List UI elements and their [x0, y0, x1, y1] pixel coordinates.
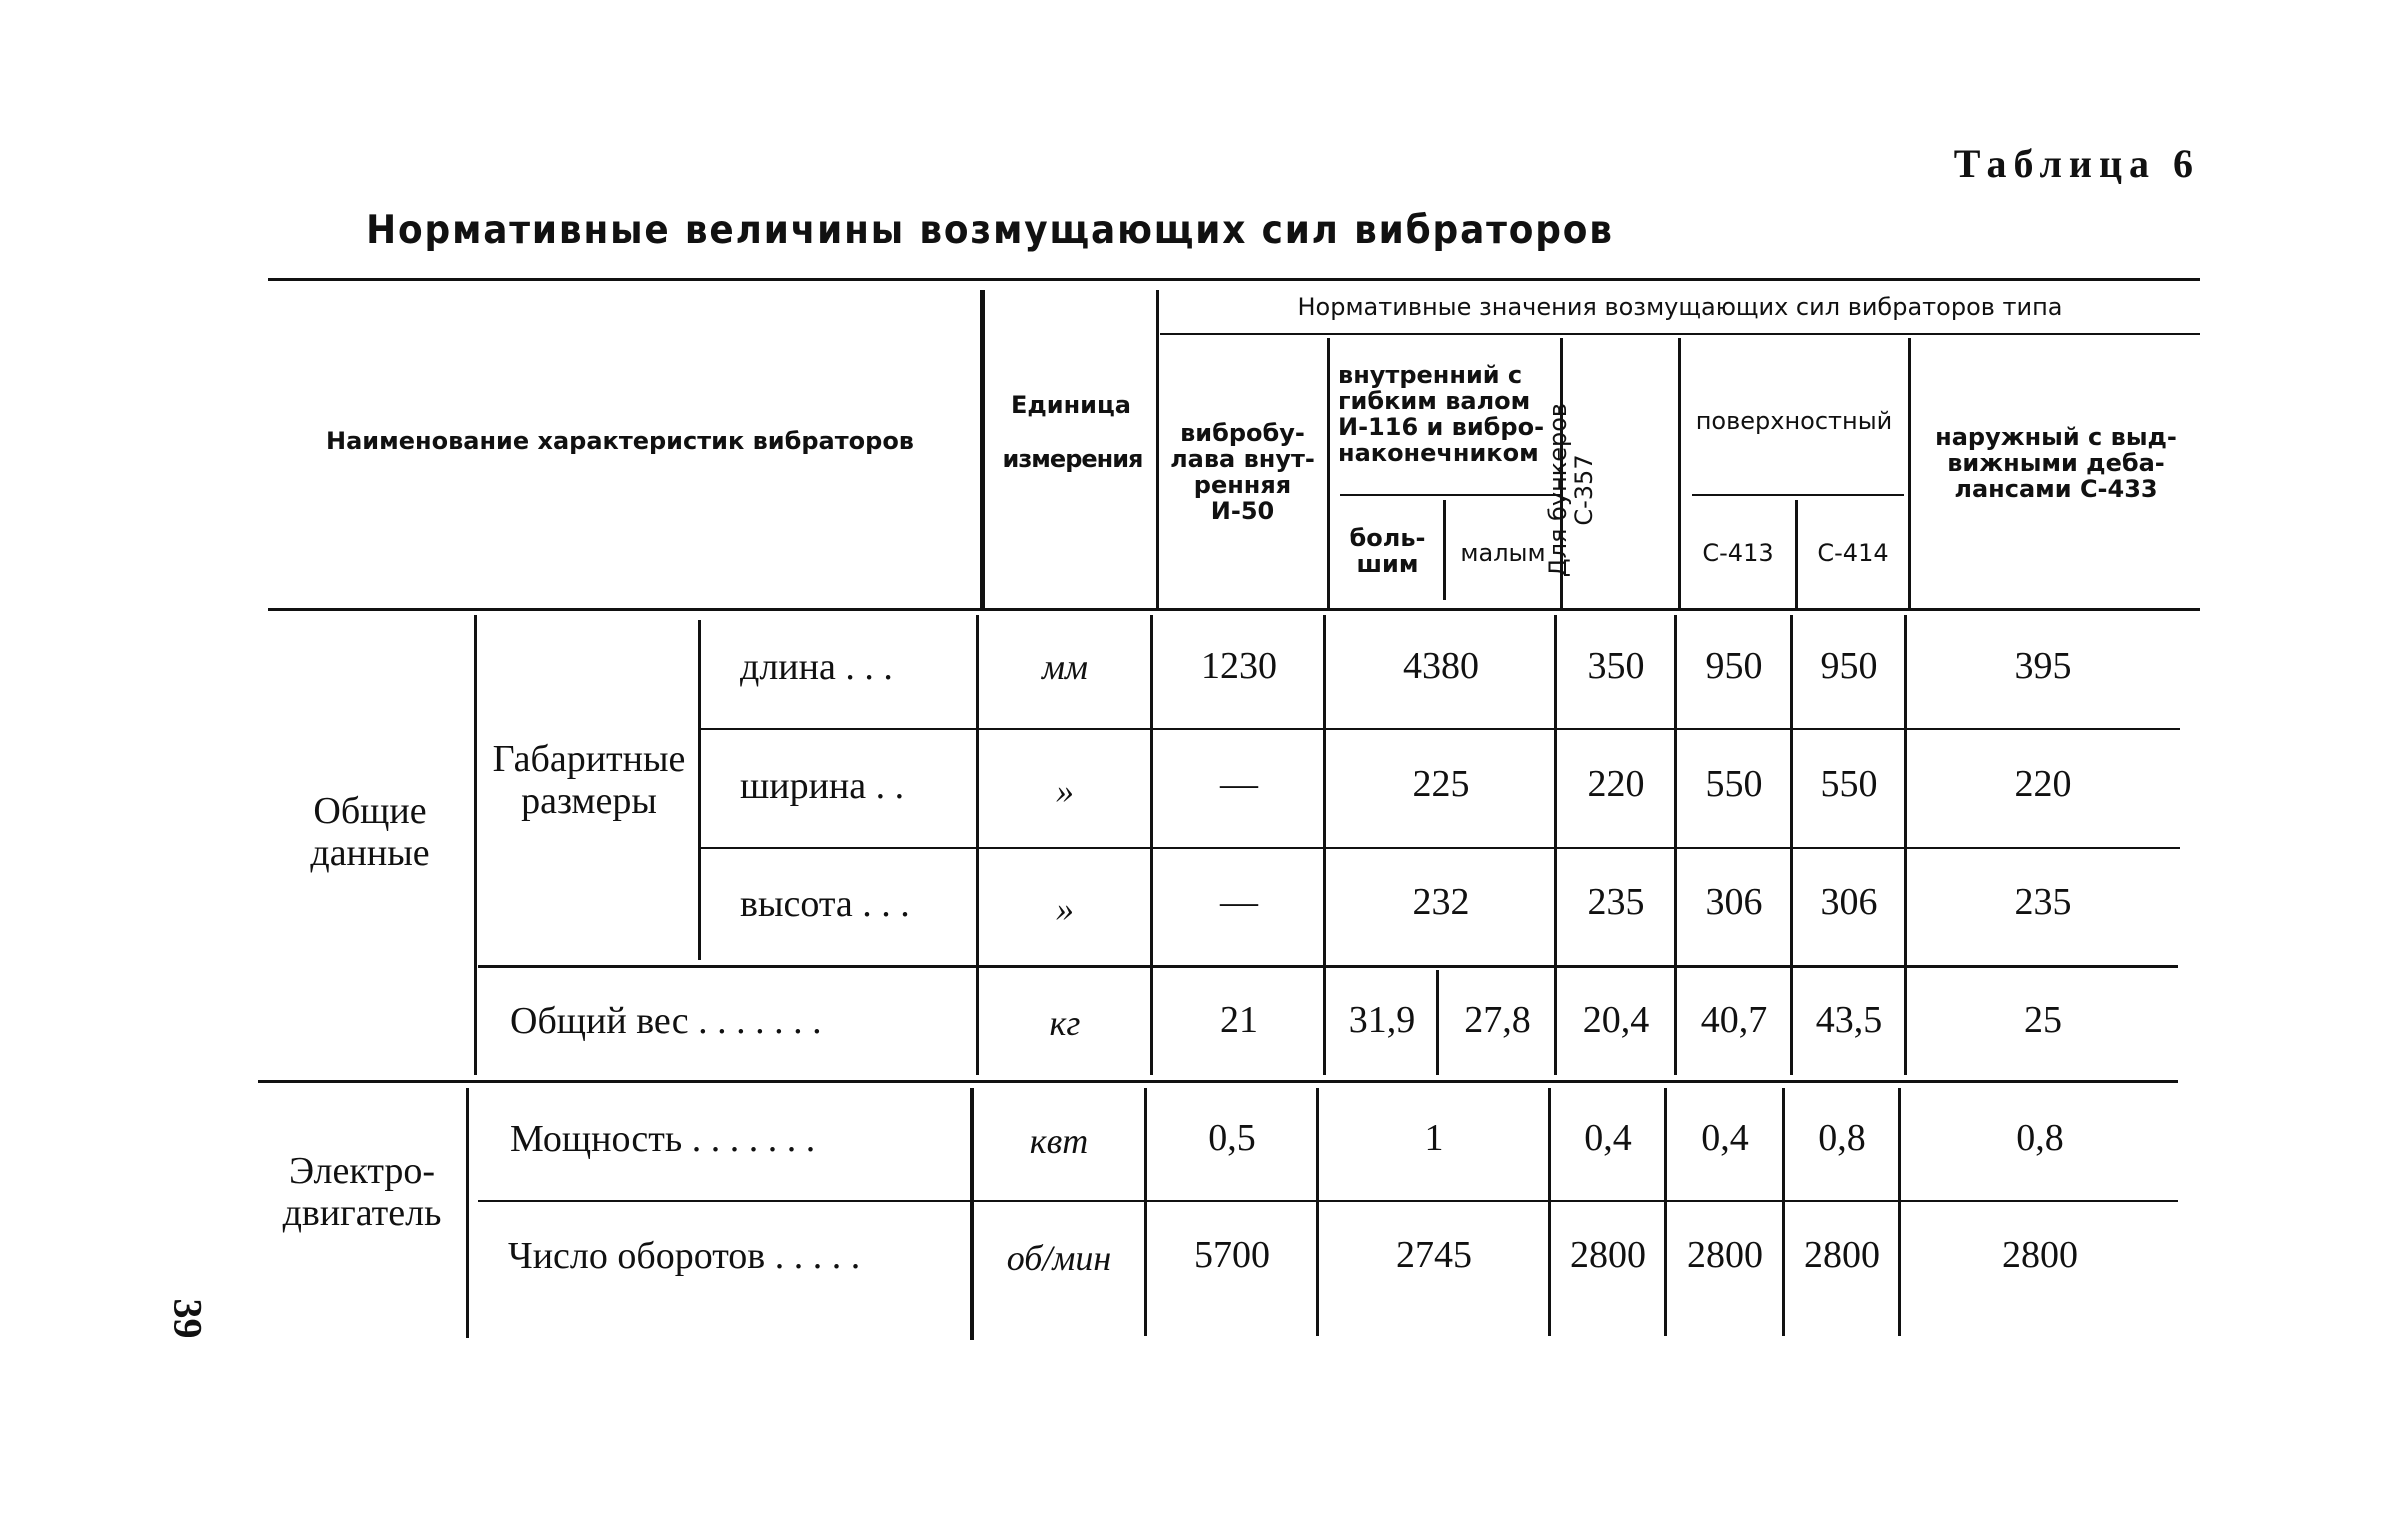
- body-vline: [976, 615, 979, 1075]
- unit-length: мм: [1042, 647, 1088, 687]
- header-name-col: Наименование характеристик вибраторов: [326, 427, 914, 455]
- cell-length-bunker: 350: [1587, 645, 1645, 687]
- cell-width-c413: 550: [1705, 763, 1763, 805]
- header-vibro: вибробу- лава внут- ренняя И-50: [1170, 419, 1315, 525]
- header-group: Нормативные значения возмущающих сил вибраторов типа: [1297, 293, 2063, 321]
- cell-length-c413: 950: [1705, 645, 1763, 687]
- internal-sub-rule: [1340, 494, 1560, 496]
- row-label-rpm: Число оборотов . . . . .: [508, 1235, 861, 1277]
- cell-weight-c414: 43,5: [1815, 999, 1883, 1041]
- header-sub-small: малым: [1460, 539, 1546, 567]
- header-bunker: Для бункеров С-357: [1544, 402, 1598, 578]
- cell-rpm-internal: 2745: [1396, 1234, 1472, 1276]
- cell-rpm-bunker: 2800: [1570, 1234, 1646, 1276]
- page-number: 39: [165, 1298, 211, 1339]
- cell-power-internal: 1: [1424, 1117, 1444, 1159]
- table-title: Нормативные величины возмущающих сил вибраторов: [366, 208, 1614, 253]
- group-general: Общие данные: [310, 790, 430, 874]
- row-label-weight: Общий вес . . . . . . .: [510, 1000, 822, 1042]
- body-vline: [1898, 1088, 1901, 1336]
- header-vline: [1443, 500, 1446, 600]
- body-vline: [474, 615, 477, 1075]
- cell-power-bunker: 0,4: [1584, 1117, 1632, 1159]
- cell-power-c414: 0,8: [1818, 1117, 1866, 1159]
- cell-power-vibro: 0,5: [1208, 1117, 1256, 1159]
- cell-height-internal: 232: [1412, 881, 1470, 923]
- body-vline: [1548, 1088, 1551, 1336]
- unit-width: »: [1056, 771, 1074, 811]
- row-rule: [478, 1200, 2178, 1202]
- row-rule: [700, 728, 2180, 730]
- row-label-power: Мощность . . . . . . .: [510, 1118, 816, 1160]
- cell-weight-c413: 40,7: [1700, 999, 1768, 1041]
- unit-rpm: об/мин: [1006, 1238, 1112, 1278]
- header-unit-col-1: Единица: [1011, 391, 1131, 419]
- cell-length-vibro: 1230: [1201, 645, 1277, 687]
- cell-rpm-c414: 2800: [1804, 1234, 1880, 1276]
- cell-height-bunker: 235: [1587, 881, 1645, 923]
- body-vline: [466, 1088, 469, 1338]
- unit-weight: кг: [1049, 1003, 1081, 1043]
- cell-power-external: 0,8: [2016, 1117, 2064, 1159]
- header-vline: [980, 290, 985, 608]
- body-vline: [1144, 1088, 1147, 1336]
- cell-weight-small: 27,8: [1464, 999, 1531, 1041]
- cell-weight-vibro: 21: [1220, 999, 1258, 1041]
- header-vline: [1327, 338, 1330, 608]
- row-label-length: длина . . .: [740, 646, 893, 688]
- cell-height-external: 235: [2014, 881, 2072, 923]
- cell-width-vibro: —: [1220, 763, 1258, 805]
- header-vline: [1908, 338, 1911, 608]
- body-vline: [1150, 615, 1153, 1075]
- cell-width-c414: 550: [1820, 763, 1878, 805]
- row-rule: [478, 965, 2178, 968]
- body-vline: [1664, 1088, 1667, 1336]
- row-label-width: ширина . .: [740, 765, 905, 807]
- cell-length-internal: 4380: [1403, 645, 1479, 687]
- cell-rpm-vibro: 5700: [1194, 1234, 1270, 1276]
- cell-rpm-c413: 2800: [1687, 1234, 1763, 1276]
- body-vline: [1316, 1088, 1319, 1336]
- group-rule: [1160, 333, 2200, 335]
- cell-height-c413: 306: [1705, 881, 1763, 923]
- cell-power-c413: 0,4: [1701, 1117, 1749, 1159]
- cell-weight-big: 31,9: [1348, 999, 1416, 1041]
- row-rule: [700, 847, 2180, 849]
- row-label-height: высота . . .: [740, 883, 910, 925]
- header-sub-c413: С-413: [1702, 539, 1774, 567]
- cell-weight-external: 25: [2024, 999, 2062, 1041]
- header-bottom-rule: [268, 608, 2200, 611]
- header-vline: [1678, 338, 1681, 608]
- group-gabarit: Габаритные размеры: [492, 738, 686, 822]
- cell-length-external: 395: [2014, 645, 2072, 687]
- header-surface: поверхностный: [1695, 407, 1893, 435]
- cell-weight-bunker: 20,4: [1582, 999, 1650, 1041]
- unit-power: квт: [1029, 1121, 1089, 1161]
- header-internal: внутренний с гибким валом И-116 и вибро- наконечником: [1338, 361, 1545, 467]
- header-external: наружный с выд- вижными деба- лансами С-433: [1935, 423, 2177, 503]
- cell-width-bunker: 220: [1587, 763, 1645, 805]
- cell-width-internal: 225: [1412, 763, 1470, 805]
- header-sub-c414: С-414: [1817, 539, 1889, 567]
- unit-height: »: [1056, 889, 1074, 929]
- body-vline: [1674, 615, 1677, 1075]
- cell-height-c414: 306: [1820, 881, 1878, 923]
- cell-rpm-external: 2800: [2002, 1234, 2078, 1276]
- body-vline: [1782, 1088, 1785, 1336]
- body-vline: [1790, 615, 1793, 1075]
- header-vline: [1156, 290, 1159, 608]
- header-top-rule: [268, 278, 2200, 281]
- header-vline: [1795, 500, 1798, 608]
- section-rule: [258, 1080, 2178, 1083]
- surface-sub-rule: [1692, 494, 1904, 496]
- group-motor: Электро- двигатель: [282, 1150, 442, 1234]
- header-unit-col-2: измерения: [1002, 445, 1143, 473]
- cell-width-external: 220: [2014, 763, 2072, 805]
- body-vline: [1904, 615, 1907, 1075]
- cell-length-c414: 950: [1820, 645, 1878, 687]
- header-sub-big: боль- шим: [1349, 524, 1426, 578]
- cell-height-vibro: —: [1220, 881, 1258, 923]
- table-label: Таблица 6: [1953, 141, 2200, 186]
